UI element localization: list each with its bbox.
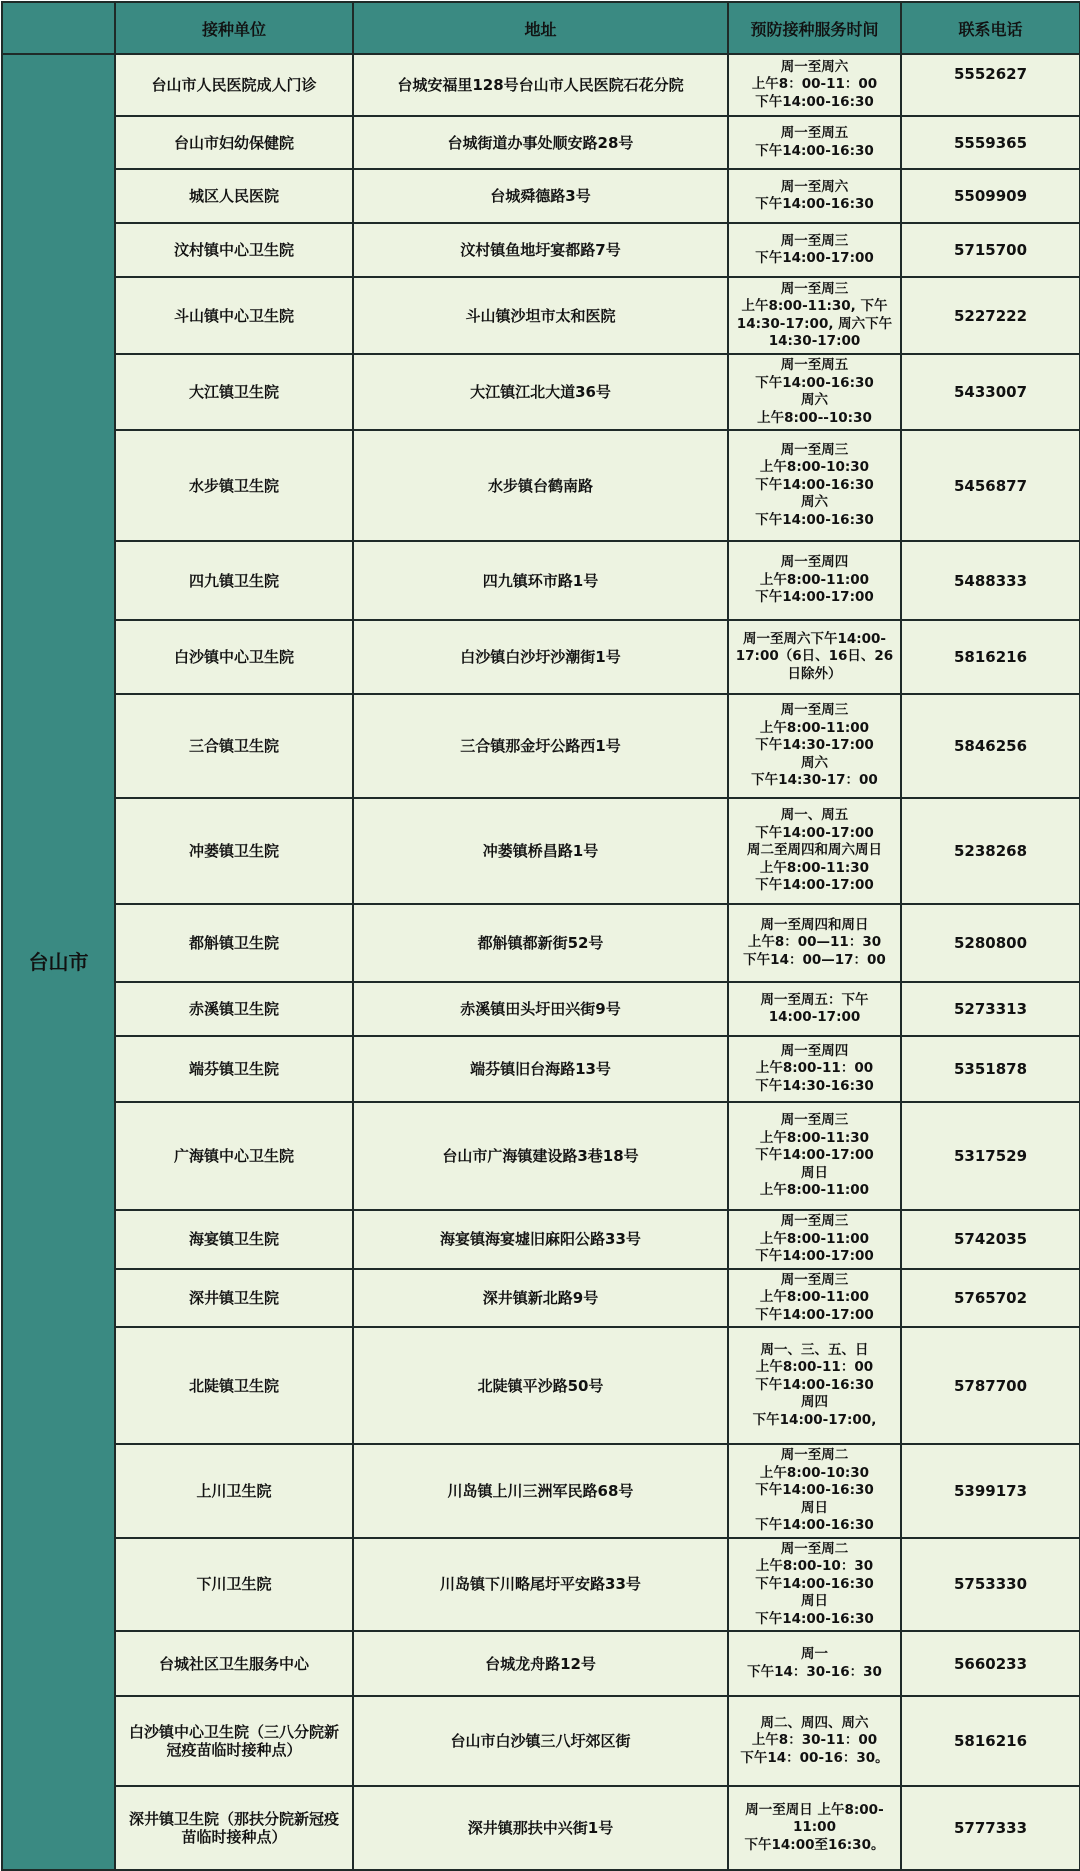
service-time-line: 上午8：30-11：00 xyxy=(751,1732,878,1749)
service-time-line: 周一、三、五、日 xyxy=(760,1341,869,1358)
service-time-cell xyxy=(728,223,901,277)
table-row xyxy=(2,982,1080,1036)
unit-cell: 白沙镇中心卫生院（三八分院新冠疫苗临时接种点） xyxy=(115,1696,353,1786)
phone-cell: 5280800 xyxy=(901,904,1080,982)
service-time-line: 下午14:00-16:30 xyxy=(755,142,874,159)
service-time-cell xyxy=(728,1210,901,1269)
address-cell: 端芬镇旧台海路13号 xyxy=(353,1036,728,1102)
service-time-cell xyxy=(728,694,901,798)
region-cell: 台山市 xyxy=(2,54,115,1870)
service-time-line: 上午8：00-11：00 xyxy=(751,76,878,93)
service-time-line: 周一至周二 xyxy=(780,1447,849,1463)
address-cell: 冲蒌镇桥昌路1号 xyxy=(353,798,728,904)
service-time-line: 周一至周三 xyxy=(780,280,849,297)
phone-cell: 5777333 xyxy=(901,1786,1080,1870)
service-time-cell xyxy=(728,1269,901,1328)
service-time-cell xyxy=(728,620,901,694)
service-time-line: 周一至周四和周日 xyxy=(760,916,869,933)
service-time-line: 上午8:00-11:00 xyxy=(759,571,870,588)
service-time-line: 14:00-17:00 xyxy=(768,1009,861,1025)
service-time-line: 周一至周三 xyxy=(780,1213,849,1229)
table-row xyxy=(2,694,1080,798)
service-time-line: 上午8:00-11:00 xyxy=(759,1230,870,1247)
unit-cell: 上川卫生院 xyxy=(115,1444,353,1538)
phone-cell: 5753330 xyxy=(901,1538,1080,1632)
service-time-cell xyxy=(728,1036,901,1102)
table-row xyxy=(2,169,1080,223)
service-time-line: 周一至周六 xyxy=(780,178,849,195)
header-address: 地址 xyxy=(353,2,728,54)
address-cell: 川岛镇下川略尾圩平安路33号 xyxy=(353,1538,728,1632)
service-time-line: 周一至周二 xyxy=(780,1540,849,1557)
service-time-line: 周日 xyxy=(801,1593,828,1609)
service-time-cell xyxy=(728,1102,901,1210)
service-time-line: 上午8:00-10:30 xyxy=(759,459,870,476)
unit-cell: 赤溪镇卫生院 xyxy=(115,982,353,1036)
address-cell: 北陡镇平沙路50号 xyxy=(353,1327,728,1444)
phone-cell: 5715700 xyxy=(901,223,1080,277)
unit-cell: 大江镇卫生院 xyxy=(115,354,353,430)
service-time-line: 下午14:00-16:30 xyxy=(755,1517,874,1533)
phone-cell: 5488333 xyxy=(901,541,1080,620)
service-time-line: 下午14:30-16:30 xyxy=(755,1077,874,1094)
service-time-cell xyxy=(728,541,901,620)
service-time-line: 周一至周三 xyxy=(780,702,849,719)
service-time-line: 下午14:30-17:00 xyxy=(755,737,874,754)
address-cell: 台城龙舟路12号 xyxy=(353,1631,728,1696)
service-time-cell xyxy=(728,430,901,541)
service-time-line: 周一至周三 xyxy=(780,232,849,249)
unit-cell: 深井镇卫生院（那扶分院新冠疫苗临时接种点） xyxy=(115,1786,353,1870)
header-time: 预防接种服务时间 xyxy=(728,2,901,54)
service-time-line: 下午14:30-17：00 xyxy=(751,772,878,789)
unit-cell: 城区人民医院 xyxy=(115,169,353,223)
table-row xyxy=(2,116,1080,169)
address-cell: 川岛镇上川三洲军民路68号 xyxy=(353,1444,728,1538)
table-row xyxy=(2,223,1080,277)
phone-cell: 5317529 xyxy=(901,1102,1080,1210)
service-time-line: 周一至周五 xyxy=(780,125,849,141)
service-time-line: 周四 xyxy=(801,1394,828,1411)
service-time-line: 下午14:00-17:00 xyxy=(755,1306,874,1323)
unit-cell: 汶村镇中心卫生院 xyxy=(115,223,353,277)
address-cell: 斗山镇沙坦市太和医院 xyxy=(353,277,728,354)
table-row xyxy=(2,1631,1080,1696)
unit-cell: 台山市人民医院成人门诊 xyxy=(115,54,353,116)
table-row xyxy=(2,1327,1080,1444)
table-row xyxy=(2,1444,1080,1538)
service-time-line: 17:00（6日、16日、26 xyxy=(735,648,894,665)
unit-cell: 下川卫生院 xyxy=(115,1538,353,1632)
service-time-line: 14:30-17:00, 周六下午 xyxy=(736,315,893,332)
service-time-cell xyxy=(728,1444,901,1538)
table-row xyxy=(2,1210,1080,1269)
unit-cell: 白沙镇中心卫生院 xyxy=(115,620,353,694)
phone-cell: 5227222 xyxy=(901,277,1080,354)
service-time-line: 下午14:00-16:30 xyxy=(755,1482,874,1498)
service-time-cell xyxy=(728,904,901,982)
phone-cell: 5273313 xyxy=(901,982,1080,1036)
service-time-line: 周一至周四 xyxy=(780,554,849,571)
service-time-cell xyxy=(728,982,901,1036)
service-time-line: 上午8:00-10:30 xyxy=(759,1464,870,1481)
service-time-line: 11:00 xyxy=(793,1819,836,1836)
service-time-cell xyxy=(728,1631,901,1696)
service-time-line: 周六 xyxy=(801,392,828,408)
address-cell: 台城街道办事处顺安路28号 xyxy=(353,116,728,169)
service-time-line: 下午14:00-17:00 xyxy=(755,250,874,266)
address-cell: 都斛镇都新街52号 xyxy=(353,904,728,982)
service-time-line: 下午14:00至16:30。 xyxy=(744,1836,885,1853)
service-time-line: 下午14:00-16:30 xyxy=(755,196,874,212)
unit-cell: 冲蒌镇卫生院 xyxy=(115,798,353,904)
service-time-line: 周六 xyxy=(801,494,828,511)
service-time-line: 周日 xyxy=(801,1164,828,1181)
phone-cell: 5433007 xyxy=(901,354,1080,430)
address-cell: 白沙镇白沙圩沙潮街1号 xyxy=(353,620,728,694)
table-row xyxy=(2,430,1080,541)
address-cell: 四九镇环市路1号 xyxy=(353,541,728,620)
unit-cell: 四九镇卫生院 xyxy=(115,541,353,620)
phone-cell: 5742035 xyxy=(901,1210,1080,1269)
address-cell: 赤溪镇田头圩田兴街9号 xyxy=(353,982,728,1036)
service-time-line: 周二、周四、周六 xyxy=(760,1714,869,1731)
service-time-line: 下午14:00-16:30 xyxy=(755,374,874,391)
service-time-cell xyxy=(728,54,901,116)
address-cell: 大江镇江北大道36号 xyxy=(353,354,728,430)
service-time-line: 周一至周三 xyxy=(780,1271,849,1288)
phone-cell: 5559365 xyxy=(901,116,1080,169)
phone-cell: 5816216 xyxy=(901,1696,1080,1786)
unit-cell: 水步镇卫生院 xyxy=(115,430,353,541)
service-time-line: 上午8:00--10:30 xyxy=(757,409,872,426)
service-time-line: 下午14：00—17：00 xyxy=(743,951,886,968)
service-time-line: 周一至周日 上午8:00- xyxy=(745,1801,884,1818)
table-row xyxy=(2,1786,1080,1870)
phone-cell: 5238268 xyxy=(901,798,1080,904)
address-cell: 水步镇台鹤南路 xyxy=(353,430,728,541)
phone-cell: 5509909 xyxy=(901,169,1080,223)
unit-cell: 斗山镇中心卫生院 xyxy=(115,277,353,354)
service-time-line: 14:30-17:00 xyxy=(768,333,861,349)
table-row xyxy=(2,904,1080,982)
table-row xyxy=(2,1269,1080,1328)
service-time-line: 上午8:00-11:30 xyxy=(759,859,870,876)
header-row xyxy=(2,2,1080,54)
service-time-line: 下午14:00-16:30 xyxy=(755,1575,874,1592)
service-time-cell xyxy=(728,169,901,223)
service-time-cell xyxy=(728,798,901,904)
service-time-line: 下午14:00-16:30 xyxy=(755,511,874,528)
table-row xyxy=(2,1538,1080,1632)
table-row xyxy=(2,798,1080,904)
address-cell: 海宴镇海宴墟旧麻阳公路33号 xyxy=(353,1210,728,1269)
table-row xyxy=(2,54,1080,116)
service-time-line: 上午8:00-11:30 xyxy=(759,1129,870,1146)
service-time-cell xyxy=(728,354,901,430)
table-row xyxy=(2,277,1080,354)
unit-cell: 三合镇卫生院 xyxy=(115,694,353,798)
address-cell: 台山市广海镇建设路3巷18号 xyxy=(353,1102,728,1210)
service-time-line: 周六 xyxy=(801,754,828,771)
service-time-cell xyxy=(728,1538,901,1632)
service-time-line: 下午14：30-16：30 xyxy=(747,1663,882,1680)
service-time-line: 周一至周三 xyxy=(780,1112,849,1129)
table-row xyxy=(2,541,1080,620)
table-row xyxy=(2,1102,1080,1210)
service-time-line: 日除外） xyxy=(787,665,842,682)
unit-cell: 端芬镇卫生院 xyxy=(115,1036,353,1102)
service-time-cell xyxy=(728,277,901,354)
service-time-line: 周日 xyxy=(801,1499,828,1516)
service-time-line: 周一至周四 xyxy=(780,1042,849,1059)
phone-cell: 5399173 xyxy=(901,1444,1080,1538)
phone-cell: 5816216 xyxy=(901,620,1080,694)
service-time-line: 上午8:00-11：00 xyxy=(755,1359,874,1376)
service-time-line: 上午8:00-11：00 xyxy=(755,1060,874,1077)
unit-cell: 都斛镇卫生院 xyxy=(115,904,353,982)
service-time-line: 下午14:00-17:00 xyxy=(755,589,874,606)
phone-cell: 5765702 xyxy=(901,1269,1080,1328)
service-time-cell xyxy=(728,1786,901,1870)
header-unit: 接种单位 xyxy=(115,2,353,54)
service-time-line: 下午14:00-17:00 xyxy=(755,824,874,841)
service-time-line: 下午14:00-16:30 xyxy=(755,1610,874,1627)
service-time-line: 上午8:00-11:30, 下午 xyxy=(741,298,888,314)
service-time-line: 周一至周六下午14:00- xyxy=(742,630,887,647)
service-time-line: 周一至周三 xyxy=(780,441,849,458)
service-time-line: 上午8：00—11：30 xyxy=(747,934,882,951)
service-time-line: 上午8:00-11:00 xyxy=(759,719,870,736)
vaccination-sites-table xyxy=(1,1,1080,1871)
table-row xyxy=(2,354,1080,430)
header-phone: 联系电话 xyxy=(901,2,1080,54)
unit-cell: 深井镇卫生院 xyxy=(115,1269,353,1328)
phone-cell: 5552627 xyxy=(901,54,1080,116)
address-cell: 深井镇那扶中兴街1号 xyxy=(353,1786,728,1870)
service-time-line: 上午8:00-10：30 xyxy=(755,1558,874,1574)
service-time-line: 下午14:00-17:00 xyxy=(755,1147,874,1164)
service-time-line: 周二至周四和周六周日 xyxy=(747,842,882,859)
header-region xyxy=(2,2,115,54)
address-cell: 汶村镇鱼地圩宴都路7号 xyxy=(353,223,728,277)
unit-cell: 台山市妇幼保健院 xyxy=(115,116,353,169)
address-cell: 台城舜德路3号 xyxy=(353,169,728,223)
service-time-line: 下午14:00-16:30 xyxy=(755,1376,874,1393)
service-time-line: 下午14:00-17:00 xyxy=(755,1248,874,1264)
service-time-line: 下午14:00-17:00 xyxy=(755,877,874,894)
service-time-line: 周一、周五 xyxy=(780,807,849,824)
unit-cell: 北陡镇卫生院 xyxy=(115,1327,353,1444)
table-row xyxy=(2,1036,1080,1102)
service-time-cell xyxy=(728,1327,901,1444)
service-time-line: 周一至周五 xyxy=(780,357,849,373)
phone-cell: 5351878 xyxy=(901,1036,1080,1102)
address-cell: 三合镇那金圩公路西1号 xyxy=(353,694,728,798)
service-time-line: 下午14:00-16:30 xyxy=(755,476,874,493)
table-row xyxy=(2,620,1080,694)
phone-cell: 5456877 xyxy=(901,430,1080,541)
address-cell: 台城安福里128号台山市人民医院石花分院 xyxy=(353,54,728,116)
phone-cell: 5787700 xyxy=(901,1327,1080,1444)
service-time-line: 周一 xyxy=(801,1646,828,1662)
table-row xyxy=(2,1696,1080,1786)
unit-cell: 广海镇中心卫生院 xyxy=(115,1102,353,1210)
phone-cell: 5846256 xyxy=(901,694,1080,798)
service-time-line: 周一至周五：下午 xyxy=(760,991,869,1008)
address-cell: 台山市白沙镇三八圩郊区街 xyxy=(353,1696,728,1786)
service-time-line: 上午8:00-11:00 xyxy=(759,1182,870,1199)
phone-cell: 5660233 xyxy=(901,1631,1080,1696)
service-time-line: 下午14:00-16:30 xyxy=(755,93,874,110)
service-time-cell xyxy=(728,1696,901,1786)
service-time-line: 下午14：00-16：30。 xyxy=(740,1749,889,1766)
table-body xyxy=(2,54,1080,1870)
unit-cell: 台城社区卫生服务中心 xyxy=(115,1631,353,1696)
service-time-line: 周一至周六 xyxy=(780,58,849,75)
unit-cell: 海宴镇卫生院 xyxy=(115,1210,353,1269)
service-time-cell xyxy=(728,116,901,169)
address-cell: 深井镇新北路9号 xyxy=(353,1269,728,1328)
service-time-line: 上午8:00-11:00 xyxy=(759,1289,870,1305)
service-time-line: 下午14:00-17:00, xyxy=(752,1411,877,1428)
